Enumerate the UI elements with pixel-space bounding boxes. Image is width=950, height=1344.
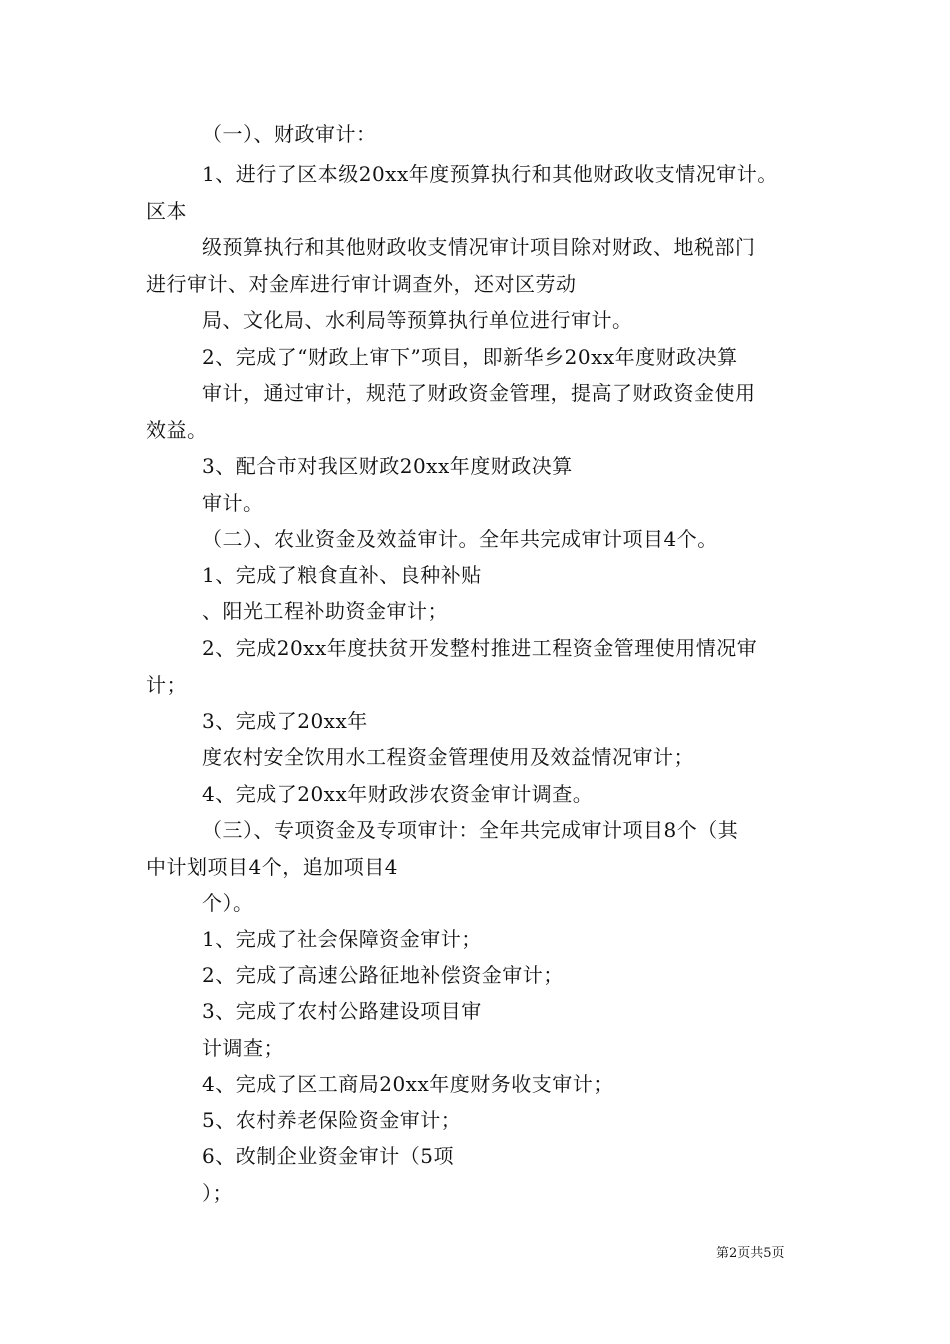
text-line: 5、农村养老保险资金审计；: [202, 1108, 462, 1132]
text-line: 4、完成了区工商局20xx年度财务收支审计；: [202, 1072, 614, 1096]
section-heading-special-audit: （三）、专项资金及专项审计：全年共完成审计项目8个（其: [202, 818, 739, 842]
section-heading-agriculture-audit: （二）、农业资金及效益审计。全年共完成审计项目4个。: [202, 527, 718, 551]
text-line: 效益。: [146, 418, 208, 442]
text-line: 6、改制企业资金审计（5项: [202, 1144, 454, 1168]
section-heading-fiscal-audit: （一）、财政审计：: [202, 122, 377, 146]
text-line: 3、配合市对我区财政20xx年度财政决算: [202, 454, 573, 478]
text-line: 区本: [146, 199, 187, 223]
text-line: 计调查；: [202, 1036, 284, 1060]
text-line: ）；: [202, 1181, 233, 1205]
text-line: 3、完成了农村公路建设项目审: [202, 999, 482, 1023]
text-line: 1、完成了粮食直补、良种补贴: [202, 563, 482, 587]
text-line: 度农村安全饮用水工程资金管理使用及效益情况审计；: [202, 745, 694, 769]
text-line: 、阳光工程补助资金审计；: [202, 599, 448, 623]
text-line: 2、完成了“财政上审下”项目，即新华乡20xx年度财政决算: [202, 345, 738, 369]
text-line: 2、完成了高速公路征地补偿资金审计；: [202, 963, 564, 987]
text-line: 审计，通过审计，规范了财政资金管理，提高了财政资金使用: [202, 381, 756, 405]
text-line: 计；: [146, 673, 187, 697]
text-line: 级预算执行和其他财政收支情况审计项目除对财政、地税部门: [202, 235, 756, 259]
text-line: 3、完成了20xx年: [202, 709, 368, 733]
text-line: 中计划项目4个，追加项目4: [146, 855, 398, 879]
text-line: 局、文化局、水利局等预算执行单位进行审计。: [202, 308, 633, 332]
text-line: 1、进行了区本级20xx年度预算执行和其他财政收支情况审计。: [202, 162, 778, 186]
text-line: 个）。: [202, 891, 254, 915]
text-line: 4、完成了20xx年财政涉农资金审计调查。: [202, 782, 594, 806]
text-line: 审计。: [202, 491, 264, 515]
text-line: 进行审计、对金库进行审计调查外，还对区劳动: [146, 272, 577, 296]
text-line: 1、完成了社会保障资金审计；: [202, 927, 482, 951]
text-line: 2、完成20xx年度扶贫开发整村推进工程资金管理使用情况审: [202, 636, 758, 660]
page-number-footer: 第2页共5页: [716, 1246, 785, 1261]
